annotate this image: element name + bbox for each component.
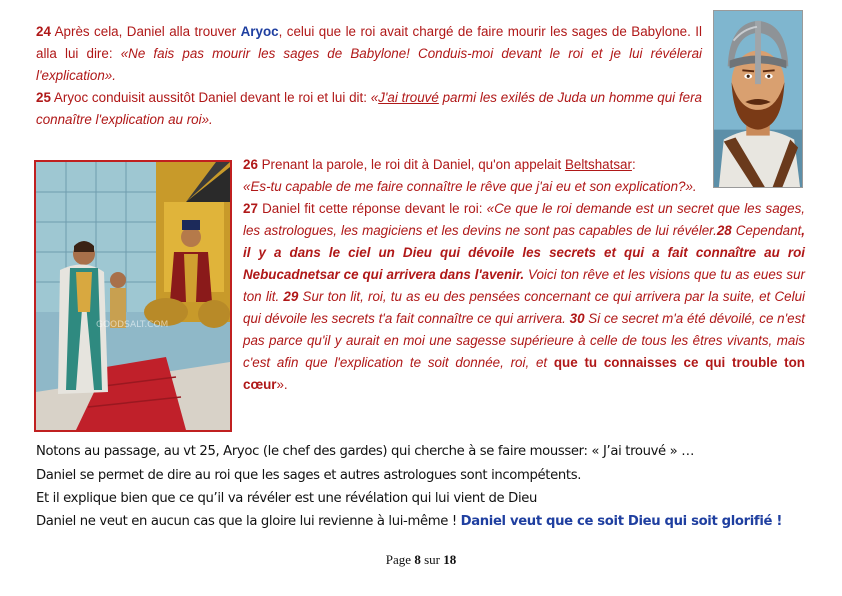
verse-25-quote-underlined: J'ai trouvé	[378, 90, 439, 105]
verse-24-text: Après cela, Daniel alla trouver	[50, 24, 241, 39]
footer-prefix: Page	[385, 552, 415, 567]
name-aryoc: Aryoc	[240, 24, 279, 39]
note-line-1: Notons au passage, au vt 25, Aryoc (le chef des gardes) qui cherche à se faire mousser: « J’ai trouvé » …	[36, 444, 695, 459]
verse-30-text: Si ce secret m'a été dévoilé, ce n'est pas parce qu'il y aurait en moi une sagesse supérieure à celle de tous les êtres vivants, mais c'est afin que l'explication te soit donnée, roi, et	[243, 311, 806, 370]
verse-26-colon: :	[631, 157, 636, 172]
note-line-3: Et il explique bien que ce qu’il va révéler est une révélation qui lui vient de Dieu	[36, 491, 538, 506]
page-footer	[0, 552, 842, 568]
verse-26-quote: «Es-tu capable de me faire connaître le rêve que j'ai eu et son explication?».	[243, 179, 697, 194]
footer-total-pages: 18	[443, 552, 457, 567]
verse-25-quote: parmi les exilés de Juda un homme qui fera connaître l'explication au roi».	[36, 90, 702, 127]
throne-room-illustration	[34, 160, 232, 432]
verse-26-text: Prenant la parole, le roi dit à Daniel, qu'on appelait	[257, 157, 565, 172]
footer-separator: sur	[420, 552, 444, 567]
name-beltshatsar: Beltshatsar	[564, 157, 632, 172]
verse-29-text: Sur ton lit, roi, tu as eu des pensées concernant ce qui arrivera par la suite, et Celui qui dévoile les secrets t'a fait connaître ce qui arrivera.	[243, 289, 805, 326]
verse-24-text-2: , celui que le roi avait chargé de faire mourir les sages de Babylone. Il alla lui dire:	[36, 24, 702, 61]
watermark-text: GOODSALT.COM	[96, 320, 169, 330]
verses-26-30	[243, 154, 805, 396]
verse-25-text: Aryoc conduisit aussitôt Daniel devant le roi et lui dit:	[50, 90, 371, 105]
verse-number-27: 27	[243, 201, 258, 216]
verse-30-close: ».	[276, 377, 288, 392]
verse-number-29: 29	[283, 289, 299, 304]
verse-number-26: 26	[243, 157, 258, 172]
footer-current-page: 8	[414, 552, 421, 567]
verse-number-30: 30	[569, 311, 585, 326]
note-line-2: Daniel se permet de dire au roi que les sages et autres astrologues sont incompétents.	[36, 468, 582, 483]
verse-24-quote: «Ne fais pas mourir les sages de Babylone! Conduis-moi devant le roi et je lui révélerai l'explication».	[36, 46, 702, 83]
verse-27-quote: «Ce que le roi demande est un secret que les sages, les astrologues, les magiciens et les devins ne sont pas capables de lui révéler.	[243, 201, 805, 238]
note-line-4-text: Daniel ne veut en aucun cas que la gloire lui revienne à lui-même !	[36, 514, 461, 529]
note-line-4	[36, 514, 782, 529]
verses-24-25	[36, 21, 702, 131]
verse-25-quote-open: «	[370, 90, 379, 105]
note-line-4-emphasis: Daniel veut que ce soit Dieu qui soit glorifié !	[460, 514, 782, 529]
verse-28-emphasis: , il y a dans le ciel un Dieu qui dévoile les secrets et qui a fait connaître au roi Nebucadnetsar ce qui arrivera dans l'avenir.	[243, 223, 805, 282]
verse-30-emphasis: que tu connaisses ce qui trouble ton cœur	[243, 355, 805, 392]
verse-number-25: 25	[36, 90, 51, 105]
verse-28-text: Cependant	[731, 223, 802, 238]
verse-number-24: 24	[36, 24, 51, 39]
verse-27-text: Daniel fit cette réponse devant le roi:	[257, 201, 487, 216]
verse-number-28: 28	[716, 223, 732, 238]
verse-28-text-2: Voici ton rêve et les visions que tu as eues sur ton lit.	[243, 267, 805, 304]
